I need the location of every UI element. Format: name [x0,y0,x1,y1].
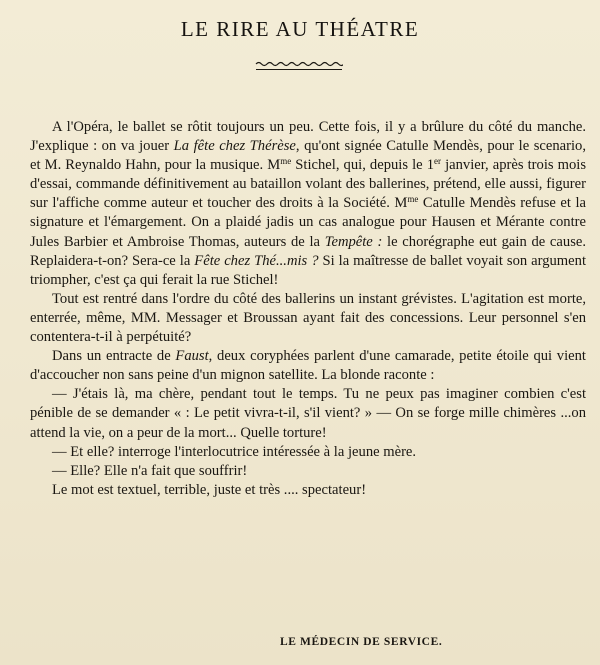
article-title: LE RIRE AU THÉATRE [180,17,420,41]
text-run: janvier, après trois mois d'essai, commande définitivement au bataillon volant des ballerines, prétend, elle aussi, figurer sur l'affiche comme auteur et toucher des droits à la Société. M [30,157,587,212]
italic-title-fete-chez-therese: La fête chez Thérèse [173,138,296,155]
text-run: , deux coryphées parlent d'une camarade, petite étoile qui vient d'accoucher non sans peine d'un mignon satellite. La blonde raconte : [30,348,586,384]
paragraph-conclusion: Le mot est textuel, terrible, juste et très .... spectateur! [52,481,367,498]
italic-title-fete-chez-themis: Fête chez Thé...mis ? [194,252,319,269]
paragraph-opera-ballet [30,118,586,290]
text-run: A l'Opéra, le ballet se rôtit toujours un peu. Cette fois, il y a brûlure du côté du manche. J'explique : on va jouer [30,119,586,155]
italic-title-tempete: Tempête : [324,233,383,250]
superscript: me [280,156,292,167]
text-run: Catulle Mendès refuse et la signature et l'émargement. On a plaidé jadis un cas analogue pour Hausen et Mérante contre Jules Barbier et Ambroise Thomas, auteurs de la [30,195,586,250]
text-run: Dans un entracte de [52,348,176,365]
text-run: Stichel, qui, depuis le 1 [291,157,435,174]
paragraph-dialogue-3: — Elle? Elle n'a fait que souffrir! [52,462,248,479]
paragraph-dialogue-2: — Et elle? interroge l'interlocutrice intéressée à la jeune mère. [52,443,417,460]
italic-title-faust: Faust [175,348,209,365]
paragraph-ballerins-strike: Tout est rentré dans l'ordre du côté des ballerins un instant grévistes. L'agitation est morte, enterrée, même, MM. Messager et Broussan ayant fait des concessions. Leur personnel s'en contentera-t-il à perpétuité? [30,290,586,346]
paragraph-faust-entracte [30,347,586,385]
article-body [30,118,586,500]
text-run: Si la maîtresse de ballet voyait son argument triompher, c'est ça qui ferait la rue Stichel! [30,252,586,288]
superscript: me [407,194,419,205]
superscript: er [434,156,442,167]
wavy-divider-ornament [255,60,343,72]
author-signature: LE MÉDECIN DE SERVICE. [280,636,443,648]
text-run: le chorégraphe eut gain de cause. Replaidera-t-on? Sera-ce la [30,233,586,269]
paragraph-dialogue-1: — J'étais là, ma chère, pendant tout le temps. Tu ne peux pas imaginer combien c'est pénible de se demander « : Le petit vivra-t-il, s'il vient? » — On se forge mille chimères ...on attend la vie, on a peur de la mort... Quelle torture! [30,386,586,441]
text-run: , qu'ont signée Catulle Mendès, pour le scenario, et M. Reynaldo Hahn, pour la musique. M [30,138,586,174]
